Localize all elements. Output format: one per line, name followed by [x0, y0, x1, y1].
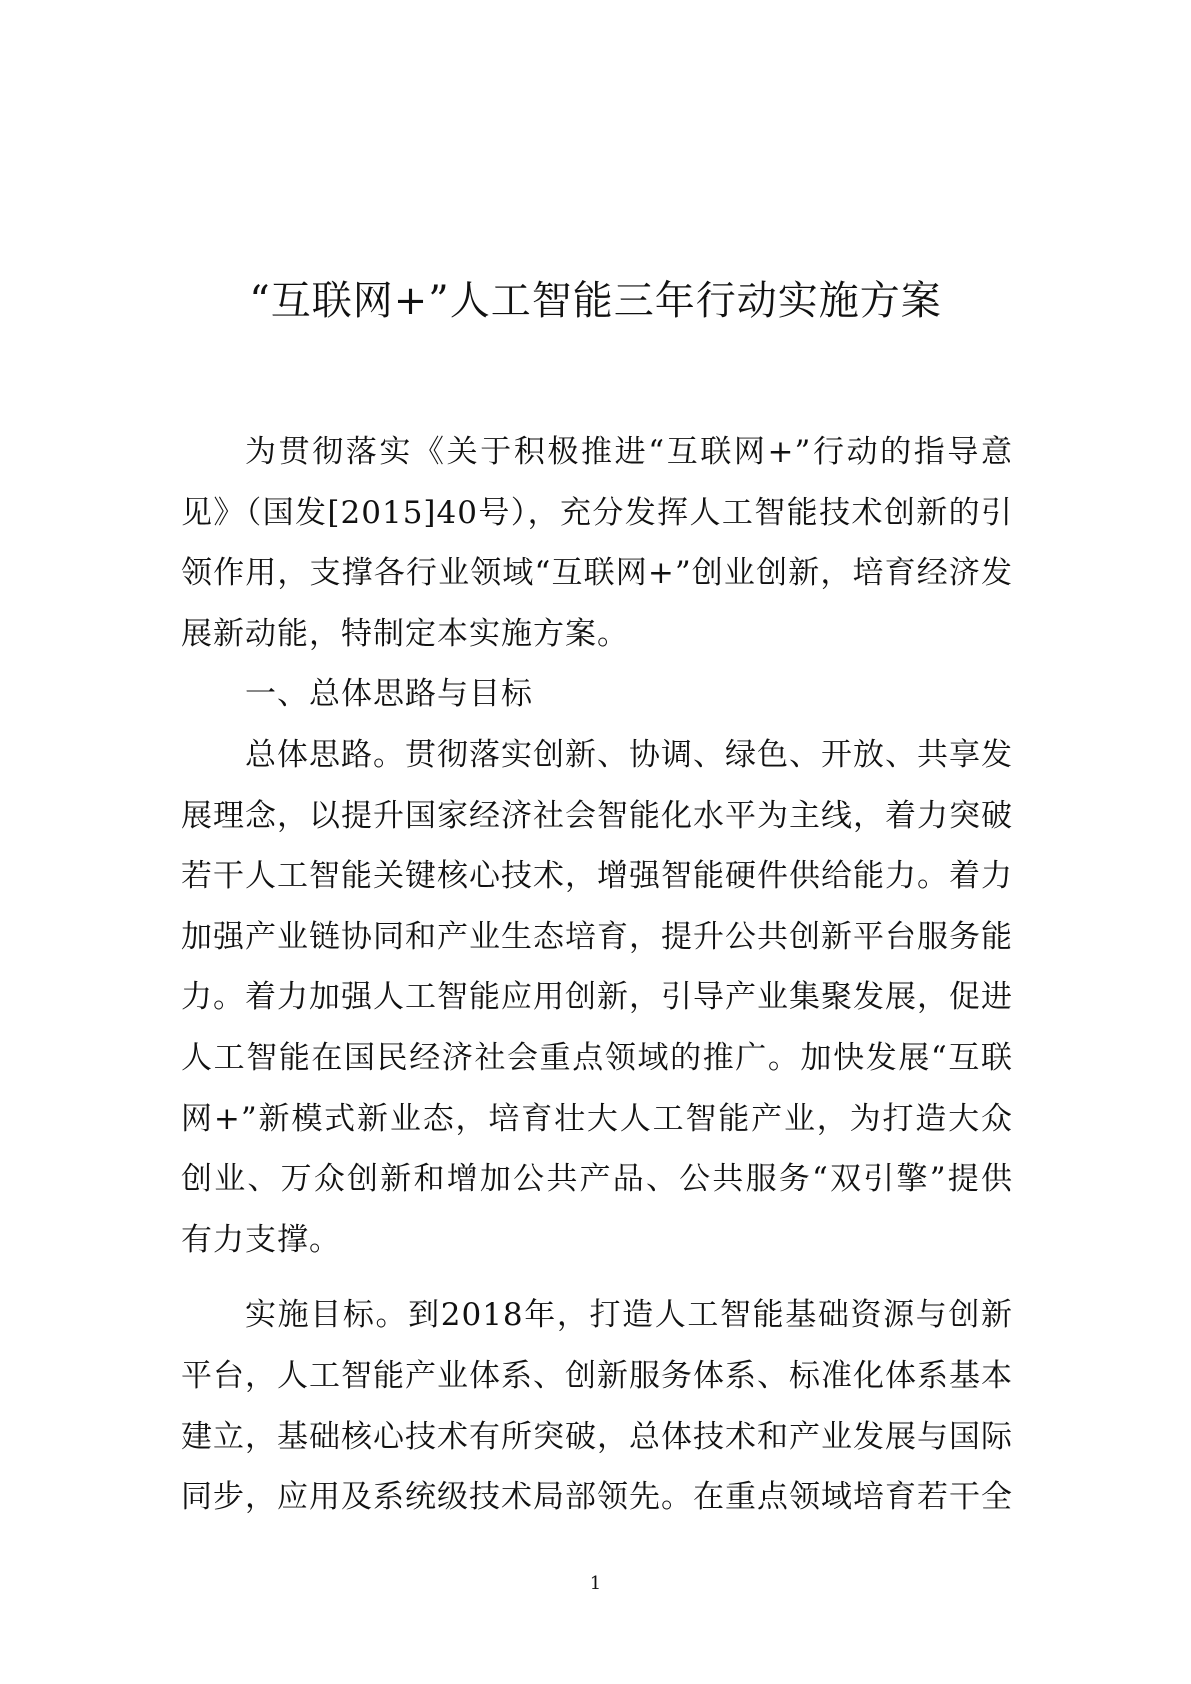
document-body [181, 422, 1013, 1528]
document-title: “互联网+”人工智能三年行动实施方案 [249, 278, 942, 324]
intro-paragraph: 为贯彻落实《关于积极推进“互联网+”行动的指导意见》（国发[2015]40号），充分发挥人工智能技术创新的引领作用，支撑各行业领域“互联网+”创业创新，培育经济发展新动能，特制定本实施方案。 [181, 434, 1013, 652]
section-heading: 一、总体思路与目标 [245, 676, 533, 713]
overall-approach-paragraph: 总体思路。贯彻落实创新、协调、绿色、开放、共享发展理念，以提升国家经济社会智能化水平为主线，着力突破若干人工智能关键核心技术，增强智能硬件供给能力。着力加强产业链协同和产业生态培育，提升公共创新平台服务能力。着力加强人工智能应用创新，引导产业集聚发展，促进人工智能在国民经济社会重点领域的推广。加快发展“互联网+”新模式新业态，培育壮大人工智能产业，为打造大众创业、万众创新和增加公共产品、公共服务“双引擎”提供有力支撑。 [181, 736, 1013, 1258]
implementation-goals-paragraph: 实施目标。到2018年，打造人工智能基础资源与创新平台，人工智能产业体系、创新服务体系、标准化体系基本建立，基础核心技术有所突破，总体技术和产业发展与国际同步，应用及系统级技术局部领先。在重点领域培育若干全 [181, 1297, 1013, 1516]
page-number: 1 [589, 1573, 602, 1594]
